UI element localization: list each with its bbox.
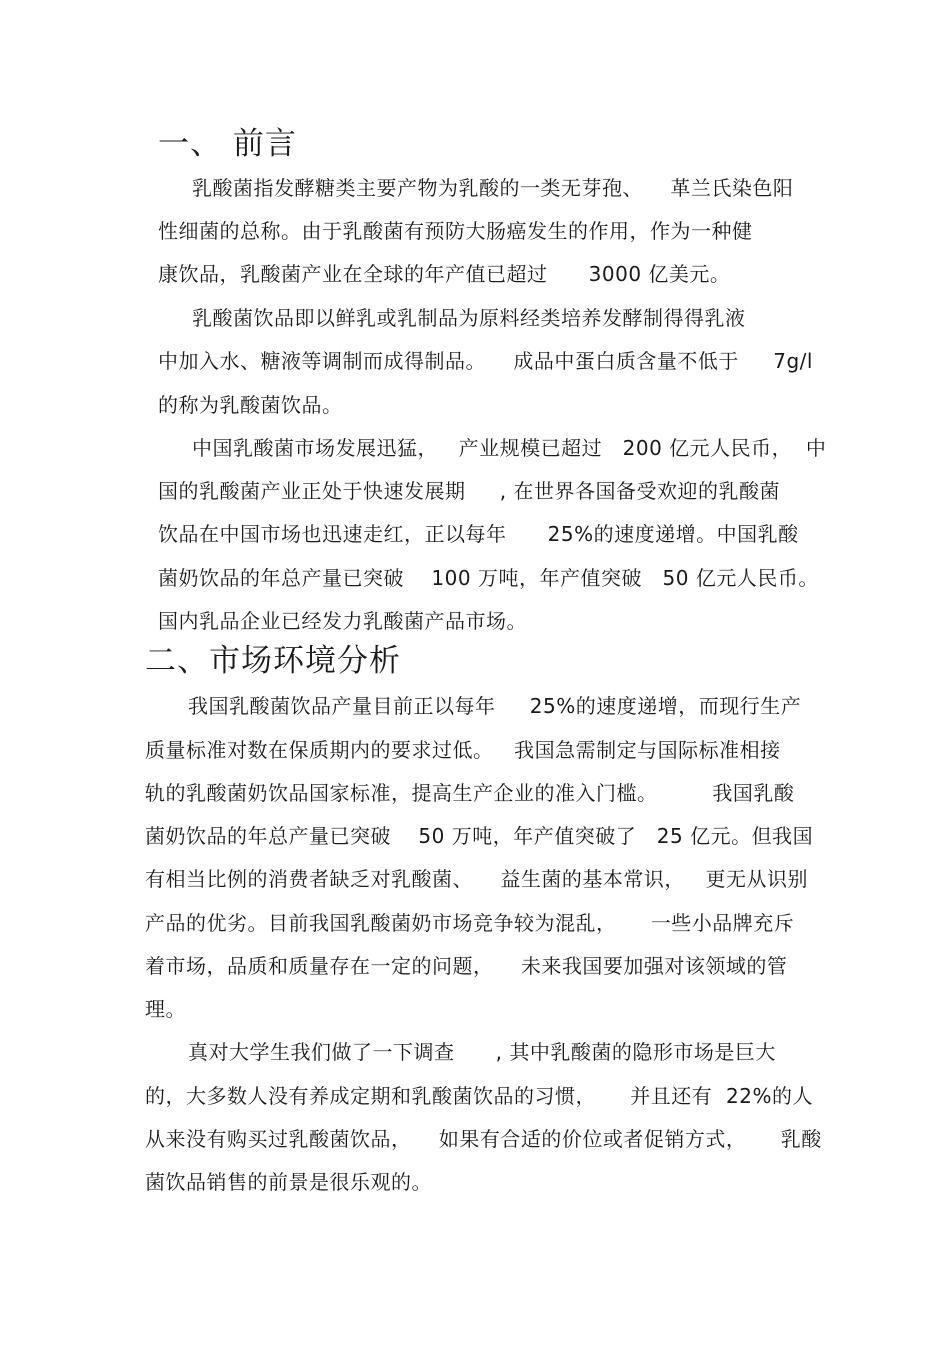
text-line: 饮品在中国市场也迅速走红，正以每年 25%的速度递增。中国乳酸 (158, 522, 799, 546)
text-line: 康饮品，乳酸菌产业在全球的年产值已超过 3000 亿美元。 (158, 262, 731, 286)
text-line: 的称为乳酸菌饮品。 (158, 393, 343, 417)
text-line: 质量标准对数在保质期内的要求过低。 我国急需制定与国际标准相接 (145, 738, 781, 762)
section-heading-market-analysis: 二、市场环境分析 (145, 643, 401, 679)
text-line: 从来没有购买过乳酸菌饮品， 如果有合适的价位或者促销方式， 乳酸 (145, 1127, 822, 1151)
text-line: 有相当比例的消费者缺乏对乳酸菌、 益生菌的基本常识， 更无从识别 (145, 867, 809, 891)
text-line: 产品的优劣。目前我国乳酸菌奶市场竞争较为混乱， 一些小品牌充斥 (145, 911, 795, 935)
text-line: 菌奶饮品的年总产量已突破 50 万吨，年产值突破了 25 亿元。但我国 (145, 824, 814, 848)
text-line: 真对大学生我们做了一下调查 , 其中乳酸菌的隐形市场是巨大 (188, 1040, 776, 1064)
text-line: 轨的乳酸菌奶饮品国家标准，提高生产企业的准入门槛。 我国乳酸 (145, 781, 795, 805)
text-line: 理。 (145, 997, 186, 1021)
text-line: 着市场，品质和质量存在一定的问题， 未来我国要加强对该领域的管 (145, 954, 788, 978)
text-line: 菌奶饮品的年总产量已突破 100 万吨，年产值突破 50 亿元人民币。 (158, 566, 819, 590)
text-line: 国的乳酸菌产业正处于快速发展期 , 在世界各国备受欢迎的乳酸菌 (158, 479, 781, 503)
text-line: 中国乳酸菌市场发展迅猛， 产业规模已超过 200 亿元人民币， 中 (192, 436, 827, 460)
text-line: 我国乳酸菌饮品产量目前正以每年 25%的速度递增，而现行生产 (188, 694, 802, 718)
text-line: 乳酸菌饮品即以鲜乳或乳制品为原料经类培养发酵制得得乳液 (192, 306, 746, 330)
text-line: 国内乳品企业已经发力乳酸菌产品市场。 (158, 609, 527, 633)
text-line: 乳酸菌指发酵糖类主要产物为乳酸的一类无芽孢、 革兰氏染色阳 (192, 176, 794, 200)
text-line: 菌饮品销售的前景是很乐观的。 (145, 1170, 432, 1194)
section-heading-preface: 一、 前言 (158, 126, 297, 162)
text-line: 性细菌的总称。由于乳酸菌有预防大肠癌发生的作用，作为一种健 (158, 219, 753, 243)
text-line: 中加入水、糖液等调制而成得制品。 成品中蛋白质含量不低于 7g/l (158, 349, 813, 373)
text-line: 的，大多数人没有养成定期和乳酸菌饮品的习惯， 并且还有 22%的人 (145, 1084, 813, 1108)
